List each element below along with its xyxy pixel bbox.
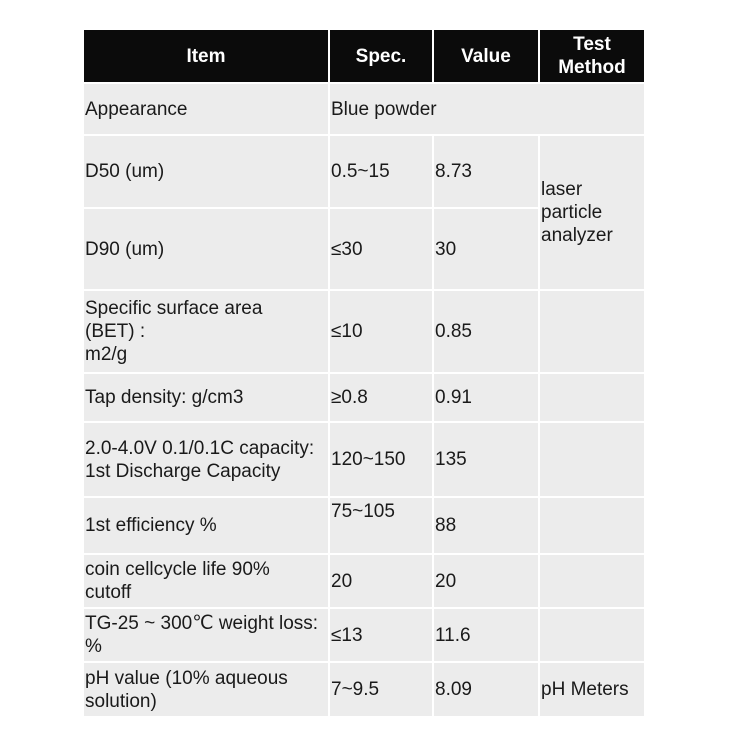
item-cell: TG-25 ~ 300℃ weight loss: % [84,609,328,661]
value-cell: 8.09 [434,663,538,716]
table-row [84,423,644,496]
item-cell: coin cellcycle life 90% cutoff [84,555,328,607]
spec-cell: ≤10 [330,291,432,372]
table-header [84,30,644,82]
item-cell: Appearance [84,84,328,134]
item-cell: Specific surface area (BET) : m2/g [84,291,328,372]
value-cell: 0.91 [434,374,538,421]
table-row [84,291,644,372]
value-cell: 30 [434,209,538,289]
test-method-cell [540,374,644,421]
header-value: Value [434,30,538,82]
header-item: Item [84,30,328,82]
header-spec: Spec. [330,30,432,82]
table-row [84,136,644,207]
value-cell: 88 [434,498,538,553]
item-cell: D90 (um) [84,209,328,289]
table-row [84,663,644,716]
table-row [84,374,644,421]
table-row [84,84,644,134]
spec-cell: 120~150 [330,423,432,496]
spec-cell: 7~9.5 [330,663,432,716]
item-cell: D50 (um) [84,136,328,207]
test-method-cell: pH Meters [540,663,644,716]
item-cell: Tap density: g/cm3 [84,374,328,421]
item-cell: 1st efficiency % [84,498,328,553]
spec-cell: Blue powder [330,84,644,134]
test-method-cell [540,609,644,661]
spec-cell: ≤30 [330,209,432,289]
header-row [84,30,644,82]
value-cell: 0.85 [434,291,538,372]
header-test-method: Test Method [540,30,644,82]
test-method-cell [540,498,644,553]
item-cell: 2.0-4.0V 0.1/0.1C capacity: 1st Discharge Capacity [84,423,328,496]
value-cell: 11.6 [434,609,538,661]
spec-cell: 0.5~15 [330,136,432,207]
value-cell: 135 [434,423,538,496]
table-row [84,555,644,607]
test-method-cell: laser particle analyzer [540,136,644,289]
value-cell: 8.73 [434,136,538,207]
spec-cell: 20 [330,555,432,607]
specification-table [82,28,646,718]
spec-cell: 75~105 [330,498,432,553]
table-row [84,609,644,661]
table-row [84,498,644,553]
value-cell: 20 [434,555,538,607]
test-method-cell [540,423,644,496]
spec-cell: ≤13 [330,609,432,661]
table-body [84,84,644,716]
test-method-cell [540,291,644,372]
spec-cell: ≥0.8 [330,374,432,421]
item-cell: pH value (10% aqueous solution) [84,663,328,716]
test-method-cell [540,555,644,607]
